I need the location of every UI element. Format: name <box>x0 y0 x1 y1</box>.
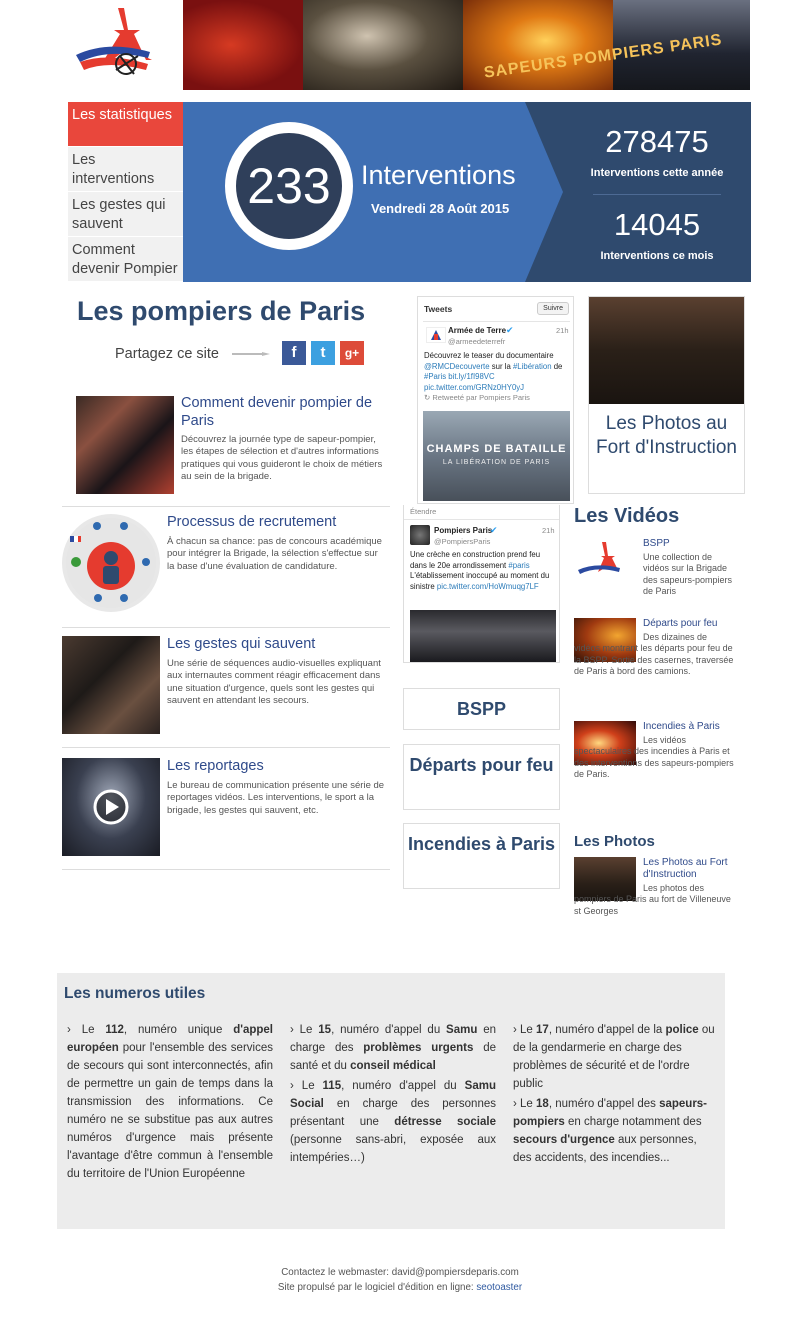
stats-date: Vendredi 28 Août 2015 <box>371 201 510 216</box>
stats-panel <box>183 102 751 282</box>
video-title[interactable]: Départs pour feu <box>643 618 718 629</box>
photos-card-title[interactable]: Les Photos au Fort d'Instruction <box>596 413 737 458</box>
tweet-link[interactable]: @RMCDecouverte <box>424 361 490 371</box>
useful-numbers-panel <box>57 973 725 1229</box>
tweet-link[interactable]: #paris <box>508 560 530 570</box>
footer-powered: Site propulsé par le logiciel d'édition en ligne: seotoaster <box>277 1282 523 1293</box>
article-devenir-pompier <box>62 396 390 508</box>
nav-item-interventions[interactable]: Les interventions <box>68 147 183 192</box>
divider <box>62 506 390 507</box>
twitter-widget-continued <box>403 505 560 663</box>
article-thumbnail[interactable] <box>76 396 174 494</box>
twitter-widget <box>417 296 574 504</box>
tweet-author-name[interactable]: Armée de Terre <box>448 326 507 335</box>
useful-numbers-title: Les numeros utiles <box>64 985 206 1002</box>
tweet-text: Une crèche en construction prend feu dans le 20e arrondissement #paris L'établissement inoccupé au moment du sinistre pic.twitter.com/HoWmuqg7LF <box>410 550 550 591</box>
tweet-author-name[interactable]: Pompiers Paris <box>434 526 493 535</box>
banner-text: SAPEURS POMPIERS PARIS <box>482 31 724 82</box>
tweet-time[interactable]: 21h <box>542 526 555 535</box>
bspp-logo-thumbnail[interactable] <box>574 538 636 582</box>
videos-title: Les Vidéos <box>574 505 680 527</box>
article-text: Découvrez la journée type de sapeur-pompier, les étapes de sélection et d'autres informations pratiques qui vous guideront le choix de métiers au sein de la brigade. <box>181 434 383 482</box>
number-15-115: › Le 15, numéro d'appel du Samu en charge des problèmes urgents de santé et du conseil médical › Le 115, numéro d'appel du Samu Social en charge des personnes présentant une détresse sociale (personne sans-abri, exposée aux intempéries…) <box>290 1024 496 1164</box>
tweet-link[interactable]: pic.twitter.com/HoWmuqg7LF <box>436 581 539 591</box>
year-count: 278475 <box>605 124 709 159</box>
site-title: Les pompiers de Paris <box>77 296 366 326</box>
photos-image[interactable] <box>589 297 744 404</box>
video-text: Les vidéos spectaculaires des incendies à Paris et des interventions des sapeurs-pompiers de Paris. <box>574 735 734 779</box>
article-recrutement <box>62 514 390 628</box>
footer-contact[interactable]: Contactez le webmaster: david@pompiersdeparis.com <box>281 1267 519 1278</box>
article-gestes <box>62 636 390 748</box>
footer <box>0 1265 800 1295</box>
article-reportages <box>62 758 390 870</box>
tweets-header: Tweets <box>424 304 453 314</box>
month-count: 14045 <box>613 207 701 242</box>
article-title[interactable]: Comment devenir pompier de Paris <box>181 395 373 429</box>
today-label: Interventions <box>361 160 516 190</box>
article-text: À chacun sa chance: pas de concours académique pour intégrer la Brigade, la sélection s'effectue sur la base d'une évaluation de candidature. <box>167 536 382 572</box>
stats-divider <box>593 194 721 195</box>
header <box>68 0 750 90</box>
video-title[interactable]: BSPP <box>643 538 670 549</box>
facebook-icon[interactable]: f <box>282 341 306 365</box>
nav-item-statistiques[interactable]: Les statistiques <box>68 102 183 147</box>
verified-icon: ✔ <box>490 525 498 535</box>
article-title[interactable]: Les gestes qui sauvent <box>167 636 316 652</box>
nav-item-devenir-pompier[interactable]: Comment devenir Pompier <box>68 237 183 282</box>
nav-item-gestes[interactable]: Les gestes qui sauvent <box>68 192 183 237</box>
verified-icon: ✔ <box>506 325 514 335</box>
tweet-link[interactable]: #Paris bit.ly/1fI98VC pic.twitter.com/GRNz0HY0yJ <box>424 372 525 392</box>
expand-link[interactable]: Étendre <box>410 507 437 516</box>
seotoaster-link[interactable]: seotoaster <box>476 1282 523 1293</box>
photos-card[interactable] <box>588 296 745 494</box>
share-label: Partagez ce site <box>115 346 219 362</box>
article-text: Le bureau de communication présente une série de reportages vidéos. Les interventions, le sport a la brigade, les gestes qui sauvent, etc. <box>167 780 385 816</box>
twitter-icon[interactable]: t <box>311 341 335 365</box>
article-title[interactable]: Processus de recrutement <box>167 514 337 530</box>
number-112: › Le 112, numéro unique d'appel européen pour l'ensemble des services de secours qui sont interconnectés, afin de permettre un gain de temps dans la transmission des informations. Ce numéro ne se substitue pas aux autres numéros d'urgence mais présente l'avantage d'être commun à l'ensemble du territoire de l'Union Européenne <box>67 1024 273 1180</box>
video-text: Des dizaines de vidéos montrant les départs pour feu de la BSPP. Sortie des casernes, traversée de Paris à bord des camions. <box>574 632 734 676</box>
video-title[interactable]: Incendies à Paris <box>643 721 720 732</box>
recruitment-diagram-icon[interactable] <box>62 514 160 612</box>
tweet-image[interactable]: CHAMPS DE BATAILLE LA LIBÉRATION DE PARIS <box>423 411 570 501</box>
incendies-box[interactable]: Incendies à Paris <box>403 823 560 889</box>
armee-avatar[interactable] <box>426 327 446 343</box>
google-plus-icon[interactable]: g+ <box>340 341 364 365</box>
video-thumbnail[interactable] <box>62 758 160 856</box>
retweet-label: ↻ Retweeté par Pompiers Paris <box>424 393 530 402</box>
tweet-author-handle[interactable]: @armeedeterrefr <box>448 337 506 346</box>
article-title[interactable]: Les reportages <box>167 758 264 774</box>
photo-title[interactable]: Les Photos au Fort d'Instruction <box>643 857 728 880</box>
departs-box[interactable]: Départs pour feu <box>403 744 560 810</box>
side-nav <box>68 102 183 282</box>
today-count: 233 <box>225 122 353 250</box>
article-text: Une série de séquences audio-visuelles expliquant aux internautes comment réagir efficacement dans une situation d'urgence, quels sont les gestes qui sauvent en attendant les secours. <box>167 658 381 706</box>
number-17-18: › Le 17, numéro d'appel de la police ou de la gendarmerie en charge des problèmes de sécurité et de l'ordre public › Le 18, numéro d'appel des sapeurs-pompiers en charge notamment des secours d'urgence aux personnes, des accidents, des incendies... <box>513 1024 715 1164</box>
bspp-logo[interactable] <box>68 0 183 90</box>
article-thumbnail[interactable] <box>62 636 160 734</box>
retweet-icon: ↻ <box>424 393 433 402</box>
tweet-time[interactable]: 21h <box>556 326 569 335</box>
month-label: Interventions ce mois <box>600 250 714 262</box>
bspp-box[interactable]: BSPP <box>403 688 560 730</box>
photos-title: Les Photos <box>574 833 655 850</box>
tweet-link[interactable]: #Libération <box>512 361 552 371</box>
year-label: Interventions cette année <box>590 167 724 179</box>
play-icon[interactable] <box>62 758 160 856</box>
video-text: Une collection de vidéos sur la Brigade des sapeurs-pompiers de Paris <box>643 552 733 596</box>
tweet-text: Découvrez le teaser du documentaire @RMCDecouverte sur la #Libération de #Paris bit.ly/1fI98VC pic.twitter.com/GRNz0HY0yJ <box>424 351 563 392</box>
tweet-image[interactable] <box>410 610 556 663</box>
photo-text: Les photos des pompiers de Paris au fort de Villeneuve st Georges <box>574 883 731 916</box>
tweet-author-handle[interactable]: @PompiersParis <box>434 537 491 546</box>
follow-button[interactable]: Suivre <box>537 302 569 315</box>
pompiers-avatar[interactable] <box>410 525 430 545</box>
header-banner <box>183 0 750 90</box>
arrow-right-icon <box>232 352 272 356</box>
